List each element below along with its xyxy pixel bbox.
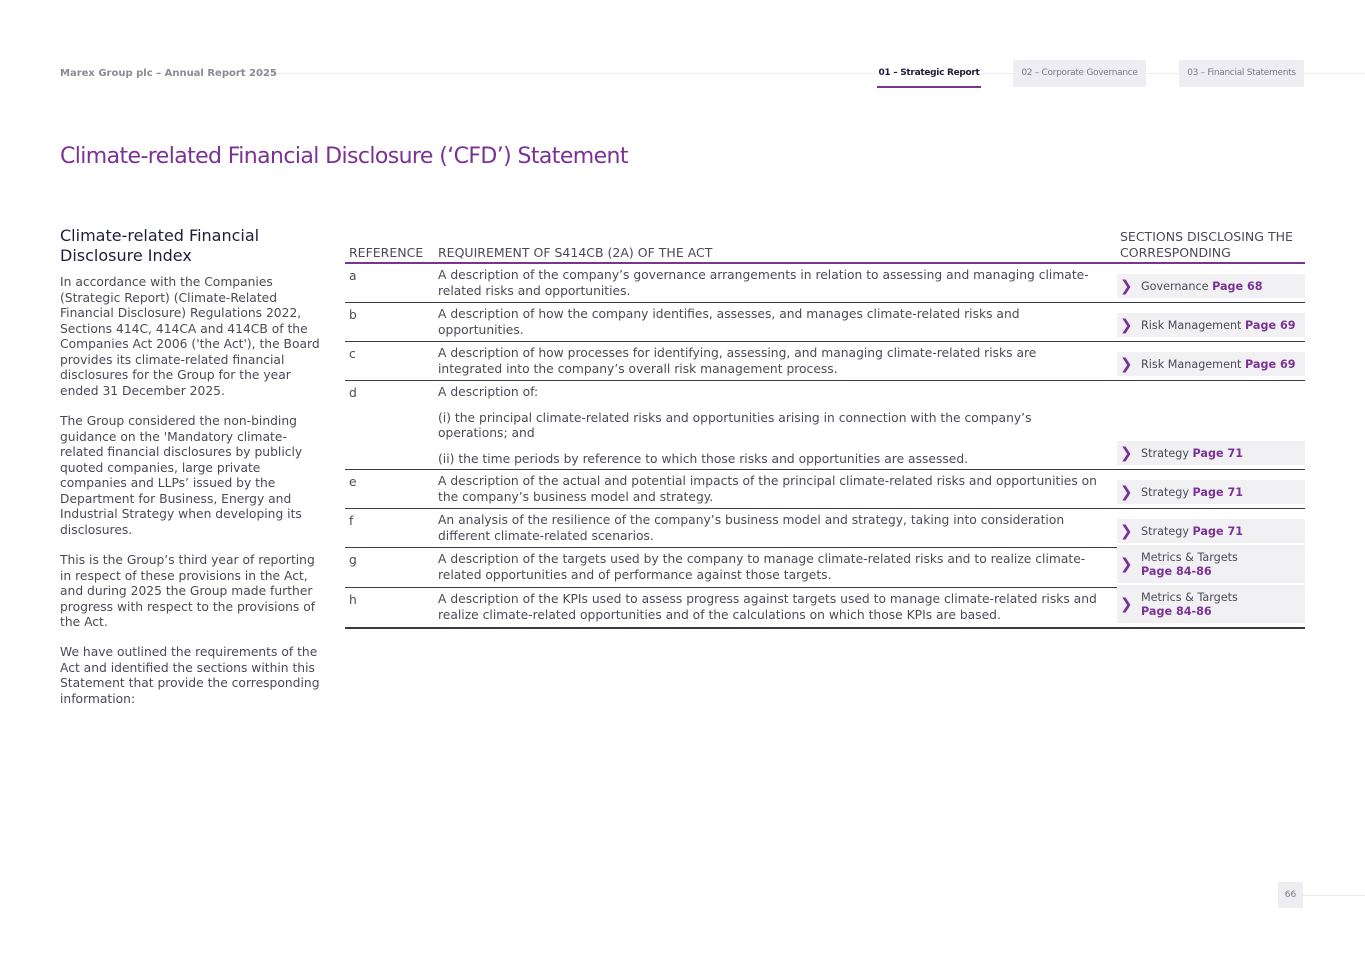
page-number: 66: [1278, 882, 1303, 908]
disclosure-table: [345, 228, 1305, 629]
section-link[interactable]: [1117, 274, 1305, 298]
section-page: Page 71: [1192, 486, 1244, 499]
row-reference: c: [349, 347, 356, 361]
section-page: Page 71: [1192, 525, 1244, 538]
section-page: Page 69: [1245, 358, 1296, 371]
section-link[interactable]: [1117, 441, 1305, 465]
row-requirement: [438, 381, 1103, 468]
row-reference: e: [349, 475, 357, 489]
section-link[interactable]: [1117, 519, 1305, 543]
chevron-right-icon: ❯: [1120, 595, 1133, 613]
requirement-line: A description of:: [438, 385, 539, 399]
table-row: [345, 303, 1305, 342]
footer-rule: [1303, 895, 1365, 896]
section-name: Governance: [1141, 280, 1209, 293]
section-page: Page 71: [1192, 447, 1244, 460]
row-requirement: A description of the targets used by the company to manage climate-related risks and to realize climate-related opportunities and of performance against those targets.: [438, 552, 1086, 582]
chevron-right-icon: ❯: [1120, 316, 1133, 334]
section-link[interactable]: [1117, 313, 1305, 337]
sidebar-paragraph: In accordance with the Companies (Strategic Report) (Climate-Related Financial Disclosure) Regulations 2022, Sections 414C, 414CA and 414CB of the Companies Act 2006 ('the Act'), the Board provides its climate-related financial disclosures for the Group for the year ended 31 December 2025.: [60, 275, 320, 398]
report-brand: Marex Group plc – Annual Report 2025: [60, 68, 277, 79]
section-name: Strategy: [1141, 486, 1189, 499]
table-row: [345, 264, 1305, 303]
section-link[interactable]: [1117, 545, 1305, 583]
table-row: [345, 470, 1305, 509]
table-row: [345, 381, 1305, 470]
sidebar-paragraph: This is the Group’s third year of reporting in respect of these provisions in the Act, and during 2025 the Group made further progress with respect to the provisions of the Act.: [60, 553, 316, 629]
chevron-right-icon: ❯: [1120, 277, 1133, 295]
section-page: Page 69: [1245, 319, 1296, 332]
header-sections: SECTIONS DISCLOSING THE CORRESPONDING: [1120, 229, 1293, 260]
header-requirement: REQUIREMENT OF S414CB (2A) OF THE ACT: [438, 245, 713, 260]
tab-strategic-report[interactable]: 01 – Strategic Report: [877, 60, 981, 88]
requirement-line: (ii) the time periods by reference to which those risks and opportunities are assessed.: [438, 451, 969, 466]
section-page: Page 84-86: [1141, 605, 1212, 618]
row-reference: g: [349, 553, 357, 567]
section-link[interactable]: [1117, 352, 1305, 376]
header-reference: REFERENCE: [349, 245, 424, 260]
tab-financial-statements[interactable]: 03 – Financial Statements: [1179, 60, 1304, 87]
section-name: Risk Management: [1141, 319, 1242, 332]
table-row: [345, 342, 1305, 381]
row-requirement: A description of the actual and potential impacts of the principal climate-related risks and opportunities on the company’s business model and strategy.: [438, 474, 1097, 504]
sidebar-paragraph: We have outlined the requirements of the Act and identified the sections within this Statement that provide the corresponding information:: [60, 645, 320, 706]
sidebar-heading: Climate-related Financial Disclosure Index: [60, 226, 260, 265]
section-name: Strategy: [1141, 447, 1189, 460]
row-reference: h: [349, 593, 357, 607]
table-row: [345, 588, 1305, 629]
row-requirement: A description of how processes for identifying, assessing, and managing climate-related risks are integrated into the company’s overall risk management process.: [438, 346, 1037, 376]
row-requirement: An analysis of the resilience of the company’s business model and strategy, taking into consideration different climate-related scenarios.: [438, 513, 1065, 543]
section-name: Metrics & Targets: [1141, 551, 1238, 564]
row-reference: f: [349, 514, 354, 528]
table-row: [345, 509, 1305, 548]
page-title: Climate-related Financial Disclosure (‘CFD’) Statement: [60, 144, 628, 169]
section-name: Strategy: [1141, 525, 1189, 538]
row-requirement: A description of how the company identifies, assesses, and manages climate-related risks and opportunities.: [438, 307, 1020, 337]
chevron-right-icon: ❯: [1120, 444, 1133, 462]
chevron-right-icon: ❯: [1120, 483, 1133, 501]
requirement-line: (i) the principal climate-related risks and opportunities arising in connection with the company’s operations; and: [438, 410, 1032, 440]
table-header: [345, 228, 1305, 264]
tab-corporate-governance[interactable]: 02 – Corporate Governance: [1013, 60, 1146, 87]
row-requirement: A description of the KPIs used to assess progress against targets used to manage climate-related risks and realize climate-related opportunities and of the calculations on which those KPIs are based.: [438, 592, 1097, 622]
section-name: Metrics & Targets: [1141, 591, 1238, 604]
chevron-right-icon: ❯: [1120, 355, 1133, 373]
section-link[interactable]: [1117, 480, 1305, 504]
row-requirement: A description of the company’s governance arrangements in relation to assessing and managing climate-related risks and opportunities.: [438, 268, 1089, 298]
section-name: Risk Management: [1141, 358, 1242, 371]
row-reference: a: [349, 269, 357, 283]
sidebar-paragraph: The Group considered the non-binding guidance on the 'Mandatory climate-related financial disclosures by publicly quoted companies, large private companies and LLPs’ issued by the Department for Business, Energy and Industrial Strategy when developing its disclosures.: [60, 414, 303, 537]
row-reference: d: [349, 386, 357, 400]
chevron-right-icon: ❯: [1120, 522, 1133, 540]
row-reference: b: [349, 308, 357, 322]
section-link[interactable]: [1117, 585, 1305, 623]
chevron-right-icon: ❯: [1120, 555, 1133, 573]
table-row: [345, 548, 1305, 588]
section-page: Page 84-86: [1141, 565, 1212, 578]
section-page: Page 68: [1212, 280, 1263, 293]
